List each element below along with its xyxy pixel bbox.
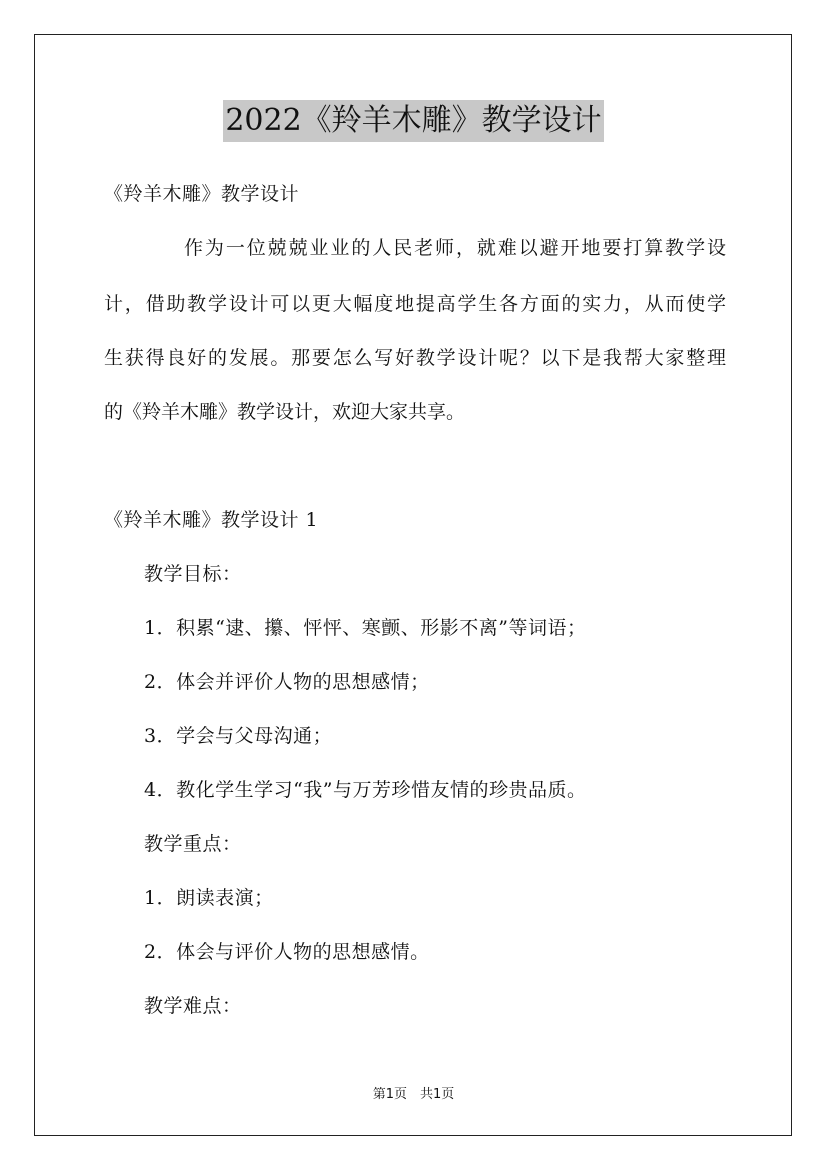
page-indicator: 第1页 共1页 [372,1087,455,1102]
key-point-item-2: 2．体会与评价人物的思想感情。 [144,941,430,963]
objective-item-2: 2．体会并评价人物的思想感情； [144,671,430,693]
objectives-label: 教学目标： [144,563,242,585]
section-heading: 《羚羊木雕》教学设计 1 [104,509,319,531]
intro-line-4: 的《羚羊木雕》教学设计，欢迎大家共享。 [104,401,466,423]
page-title: 2022《羚羊木雕》教学设计 [223,100,603,142]
intro-line-2: 计，借助教学设计可以更大幅度地提高学生各方面的实力，从而使学 [104,293,726,315]
objective-item-1: 1．积累“逮、攥、怦怦、寒颤、形影不离”等词语； [144,617,587,639]
title-container [0,100,827,142]
key-point-item-1: 1．朗读表演； [144,887,274,909]
key-points-label: 教学重点： [144,833,242,855]
subtitle: 《羚羊木雕》教学设计 [104,183,300,205]
difficulties-label: 教学难点： [144,995,242,1017]
intro-line-3: 生获得良好的发展。那要怎么写好教学设计呢？以下是我帮大家整理 [104,347,726,369]
intro-line-1: 作为一位兢兢业业的人民老师，就难以避开地要打算教学设 [184,237,726,259]
objective-item-3: 3．学会与父母沟通； [144,725,333,747]
objective-item-4: 4．教化学生学习“我”与万芳珍惜友情的珍贵品质。 [144,779,587,801]
